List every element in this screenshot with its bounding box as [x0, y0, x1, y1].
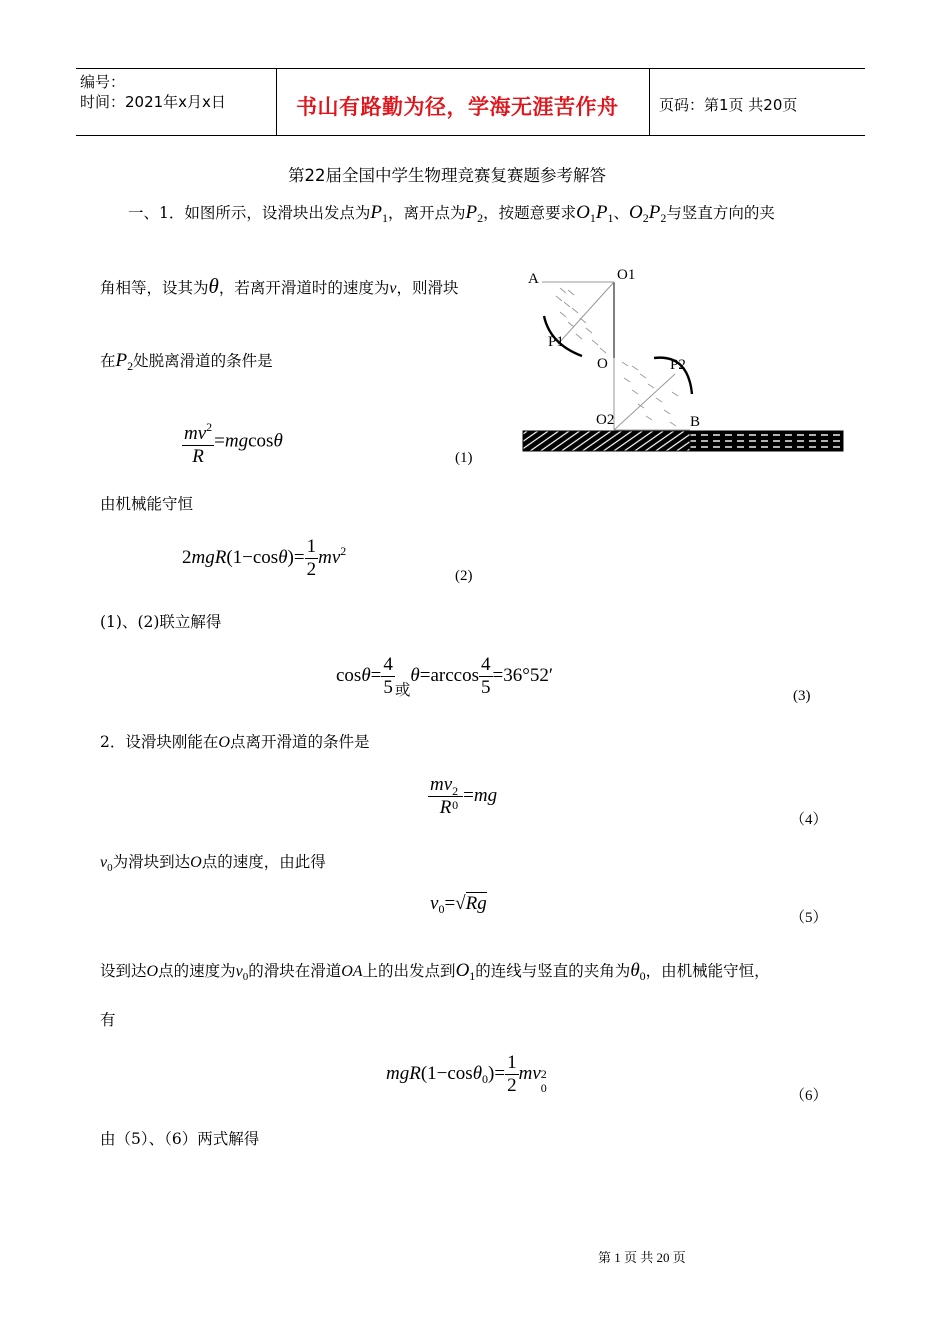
equation-1: $\frac{mv^2}{R}$ =mgcosθ [182, 416, 283, 468]
symbol-P1: $P_1$ [370, 202, 388, 225]
paragraph-3 [100, 351, 273, 376]
equation-5: $v_0=√Rg$ [430, 893, 487, 916]
footer-page-number: 第 1 页 共 20 页 [598, 1250, 686, 1265]
equation-3: cosθ= $\frac{4}{5}$ $_或$θ=arccos $\frac{4}{5}$ =36°52′ [336, 654, 553, 699]
paragraph-7 [100, 852, 326, 878]
equation-6: mgR(1−cosθ$_0$)= $\frac{1}{2}$ mv 2 0 [386, 1052, 547, 1096]
eq3-fraction-a: $\frac{4}{5}$ [383, 654, 393, 698]
paragraph-5: (1)、(2)联立解得 [100, 613, 222, 631]
paragraph-7-text-b: 点的速度，由此得 [201, 853, 326, 871]
symbol-v0: $v_0$ [235, 963, 249, 983]
figure-label-P2: P2 [670, 357, 686, 373]
eq3-or: 或 [394, 680, 411, 699]
eq6-fraction: $\frac{1}{2}$ [507, 1052, 517, 1096]
header-bottom-rule [76, 135, 865, 136]
equation-3-number: (3) [793, 688, 811, 704]
paragraph-1-text-d: 、 [613, 204, 629, 222]
eq2-fraction: $\frac{1}{2}$ [306, 536, 317, 580]
paragraph-2-text-c: ，则滑块 [396, 279, 459, 297]
header-top-rule [76, 68, 865, 69]
equation-5-number: （5） [790, 910, 828, 926]
paragraph-9: 有 [100, 1011, 116, 1029]
symbol-theta0: $\theta_0$ [630, 960, 646, 983]
symbol-O: O [190, 854, 202, 871]
equation-2: 2mgR(1−cosθ)= $\frac{1}{2}$ $mv^2$ [182, 536, 347, 580]
paragraph-6 [100, 732, 369, 753]
equation-2-number: (2) [455, 568, 473, 584]
equation-4: mv 2 0 R =mg [430, 774, 498, 818]
symbol-O1: $O_1$ [455, 960, 476, 983]
paragraph-3-text-b: 处脱离滑道的条件是 [133, 352, 273, 370]
ground-left [523, 431, 690, 451]
paragraph-1-text-b: ，离开点为 [387, 204, 466, 222]
paragraph-4: 由机械能守恒 [100, 495, 194, 513]
paragraph-1-text-c: ，按题意要求 [483, 204, 577, 222]
paragraph-8-text-f: ，由机械能守恒， [645, 962, 770, 980]
figure-label-O2: O2 [596, 412, 615, 428]
header-number-label: 编号： [80, 73, 126, 91]
paragraph-1-text-e: 与竖直方向的夹 [666, 204, 775, 222]
symbol-OA: OA [341, 963, 363, 980]
paragraph-6-text-a: 2．设滑块刚能在 [100, 733, 219, 751]
eq1-fraction: $\frac{mv^2}{R}$ [182, 416, 214, 468]
symbol-v: v [389, 280, 397, 297]
paragraph-8-text-b: 点的速度为 [158, 962, 236, 980]
equation-4-number: （4） [790, 812, 828, 828]
eq3-degree: 36°52′ [503, 664, 553, 686]
paragraph-8-text-e: 的连线与竖直的夹角为 [475, 962, 631, 980]
document-title: 第22届全国中学生物理竞赛复赛题参考解答 [288, 166, 606, 185]
paragraph-8-text-d: 上的出发点到 [362, 962, 456, 980]
header-divider-left [276, 68, 277, 136]
eq4-fraction: mv 2 0 R [428, 774, 463, 819]
figure-label-A: A [528, 271, 539, 287]
header-divider-right [649, 68, 650, 136]
header-page-info: 页码：第1页 共20页 [659, 96, 798, 114]
paragraph-1 [128, 203, 775, 228]
paragraph-1-text-a: 一、1．如图所示，设滑块出发点为 [128, 204, 371, 222]
ground-right [690, 431, 843, 451]
eq3-fraction-b: $\frac{4}{5}$ [481, 654, 491, 698]
equation-6-number: （6） [790, 1088, 828, 1104]
paragraph-10: 由（5）、（6）两式解得 [100, 1130, 260, 1148]
paragraph-3-text-a: 在 [100, 352, 116, 370]
symbol-theta: θ [208, 274, 219, 298]
figure-label-O: O [597, 356, 608, 372]
symbol-v0: $v_0$ [100, 854, 113, 874]
symbol-O: O [146, 963, 159, 980]
symbol-O: O [218, 734, 230, 751]
paragraph-6-text-b: 点离开滑道的条件是 [229, 733, 370, 751]
paragraph-2-text-a: 角相等，设其为 [100, 279, 209, 297]
header-motto: 书山有路勤为径，学海无涯苦作舟 [296, 95, 619, 119]
paragraph-8 [100, 961, 770, 987]
paragraph-2 [100, 276, 458, 299]
figure-label-P1: P1 [548, 334, 564, 350]
symbol-O2P2: $O_2P_2$ [628, 202, 667, 225]
figure-label-B: B [690, 414, 701, 430]
equation-1-number: (1) [455, 450, 473, 466]
symbol-P2: $P_2$ [465, 202, 484, 225]
figure-label-O1: O1 [617, 267, 636, 283]
paragraph-7-text-a: 为滑块到达 [112, 853, 191, 871]
paragraph-8-text-a: 设到达 [100, 962, 147, 980]
paragraph-8-text-c: 的滑块在滑道 [248, 962, 342, 980]
paragraph-2-text-b: ，若离开滑道时的速度为 [218, 279, 390, 297]
symbol-O1P1: $O_1P_1$ [576, 202, 614, 225]
header-time-label: 时间：2021年x月x日 [80, 93, 226, 111]
symbol-P2: $P_2$ [115, 350, 134, 373]
